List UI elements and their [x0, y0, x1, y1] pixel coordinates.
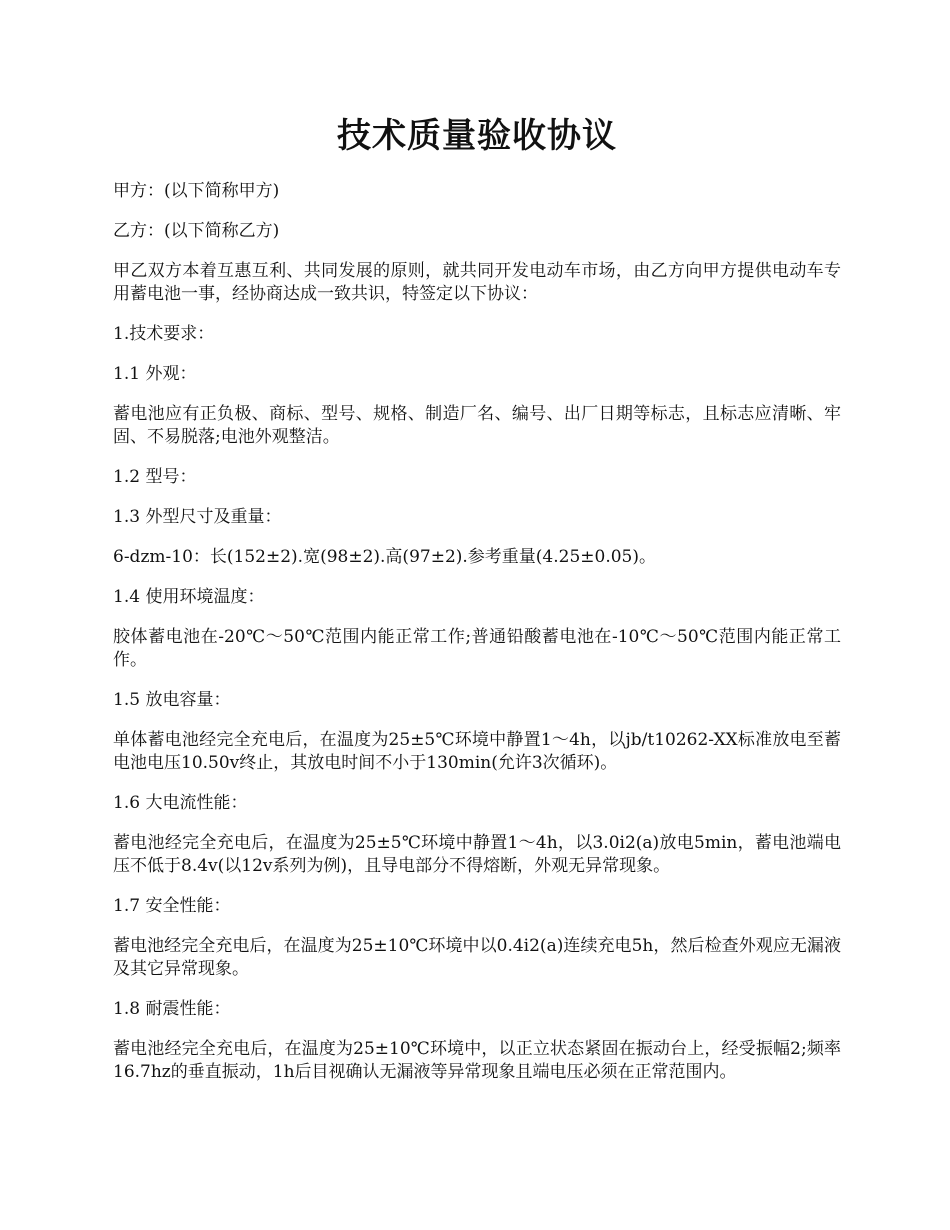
document-page	[113, 112, 841, 1101]
party-b-line: 乙方：(以下简称乙方)	[113, 221, 280, 241]
section-heading-high-current: 1.6 大电流性能：	[113, 793, 248, 813]
section-heading-discharge-capacity: 1.5 放电容量：	[113, 690, 231, 710]
discharge-capacity-paragraph: 单体蓄电池经完全充电后，在温度为25±5℃环境中静置1～4h，以jb/t10262-XX标准放电至蓄电池电压10.50v终止，其放电时间不小于130min(允许3次循环)。	[113, 730, 841, 773]
high-current-paragraph: 蓄电池经完全充电后，在温度为25±5℃环境中静置1～4h，以3.0i2(a)放电5min，蓄电池端电压不低于8.4v(以12v系列为例)，且导电部分不得熔断，外观无异常现象。	[113, 833, 841, 876]
dimensions-paragraph: 6-dzm-10：长(152±2).宽(98±2).高(97±2).参考重量(4.25±0.05)。	[113, 547, 657, 567]
temperature-paragraph: 胶体蓄电池在-20℃～50℃范围内能正常工作;普通铅酸蓄电池在-10℃～50℃范围内能正常工作。	[113, 627, 841, 670]
section-heading-technical-requirements: 1.技术要求：	[113, 324, 215, 344]
section-heading-dimensions-weight: 1.3 外型尺寸及重量：	[113, 507, 282, 527]
section-heading-model: 1.2 型号：	[113, 467, 197, 487]
section-heading-vibration: 1.8 耐震性能：	[113, 999, 231, 1019]
appearance-paragraph: 蓄电池应有正负极、商标、型号、规格、制造厂名、编号、出厂日期等标志，且标志应清晰、牢固、不易脱落;电池外观整洁。	[113, 404, 841, 447]
section-heading-safety: 1.7 安全性能：	[113, 896, 231, 916]
section-heading-appearance: 1.1 外观：	[113, 364, 197, 384]
party-a-line: 甲方：(以下简称甲方)	[113, 181, 280, 201]
vibration-paragraph: 蓄电池经完全充电后，在温度为25±10℃环境中，以正立状态紧固在振动台上，经受振幅2;频率16.7hz的垂直振动，1h后目视确认无漏液等异常现象且端电压必须在正常范围内。	[113, 1039, 841, 1082]
preamble-paragraph: 甲乙双方本着互惠互利、共同发展的原则，就共同开发电动车市场，由乙方向甲方提供电动车专用蓄电池一事，经协商达成一致共识，特签定以下协议：	[113, 261, 841, 304]
document-title: 技术质量验收协议	[337, 116, 617, 156]
section-heading-temperature: 1.4 使用环境温度：	[113, 587, 265, 607]
safety-paragraph: 蓄电池经完全充电后，在温度为25±10℃环境中以0.4i2(a)连续充电5h，然后检查外观应无漏液及其它异常现象。	[113, 936, 841, 979]
